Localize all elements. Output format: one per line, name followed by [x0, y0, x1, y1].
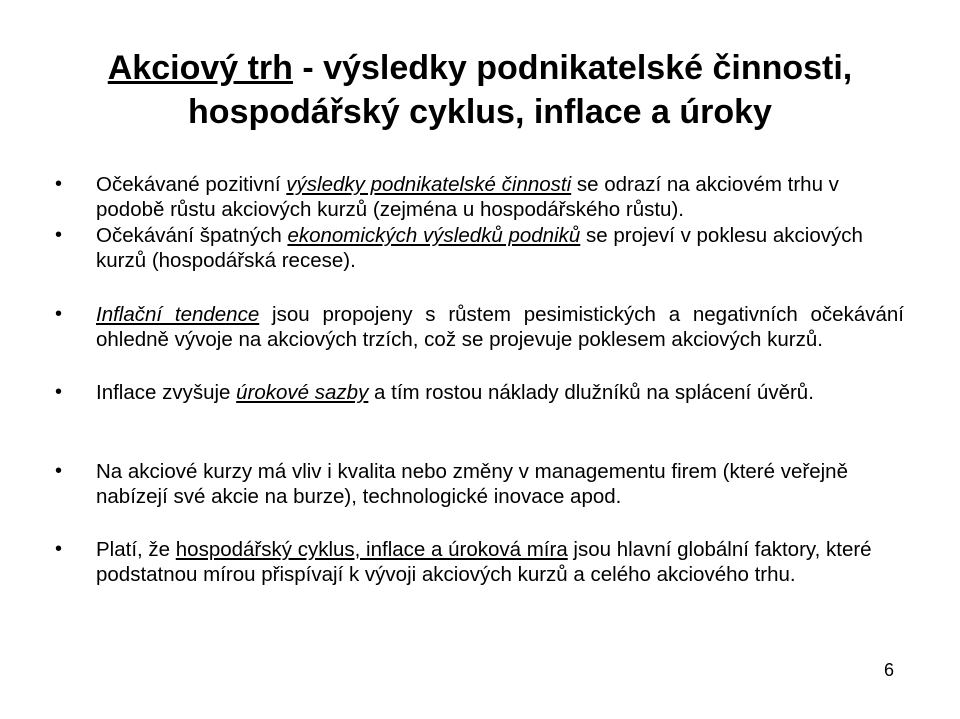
bullet-emphasis: ekonomických výsledků podniků: [287, 224, 581, 247]
title-line2: hospodářský cyklus, inflace a úroky: [188, 93, 772, 131]
bullet-dot-icon: •: [55, 303, 63, 325]
bullet-dot-icon: •: [55, 224, 63, 246]
bullet-text: Inflace zvyšuje: [96, 381, 237, 404]
bullet-dot-icon: •: [55, 460, 63, 482]
bullet-dot-icon: •: [55, 381, 63, 403]
bullet-dot-icon: •: [55, 173, 63, 195]
bullet-item: [55, 172, 904, 222]
bullet-item: [55, 380, 904, 405]
bullet-item: [55, 537, 904, 587]
bullet-text: Platí, že: [96, 538, 176, 561]
bullet-text: se odrazí na akciovém trhu v podobě růstu akciových kurzů (zejména u hospodářského růstu).: [96, 173, 839, 221]
slide-title: [0, 46, 960, 134]
bullet-emphasis: Inflační tendence: [96, 303, 260, 326]
bullet-text: Očekávané pozitivní: [96, 173, 287, 196]
bullet-item: [55, 223, 904, 273]
bullet-text: jsou propojeny s růstem pesimistických a negativních očekávání ohledně vývoje na akciových trzích, což se projevuje poklesem akciových kurzů.: [96, 303, 904, 351]
bullet-text: se projeví v poklesu akciových kurzů (hospodářská recese).: [96, 224, 863, 272]
bullet-dot-icon: •: [55, 538, 63, 560]
bullet-item: [55, 302, 904, 352]
title-rest: - výsledky podnikatelské činnosti,: [292, 49, 853, 87]
page-number: 6: [884, 660, 895, 680]
bullet-text: a tím rostou náklady dlužníků na splácení úvěrů.: [368, 381, 814, 404]
bullet-emphasis: výsledky podnikatelské činnosti: [286, 173, 572, 196]
title-underlined-part: Akciový trh: [107, 49, 293, 87]
bullet-text: Na akciové kurzy má vliv i kvalita nebo změny v managementu firem (které veřejně nabízejí své akcie na burze), technologické inovace apod.: [96, 460, 848, 508]
bullet-text: Očekávání špatných: [96, 224, 288, 247]
bullet-text: jsou hlavní globální faktory, které podstatnou mírou přispívají k vývoji akciových kurzů a celého akciového trhu.: [96, 538, 872, 586]
bullet-emphasis: úrokové sazby: [236, 381, 369, 404]
bullet-item: [55, 459, 904, 509]
bullet-emphasis: hospodářský cyklus, inflace a úroková míra: [175, 538, 568, 561]
